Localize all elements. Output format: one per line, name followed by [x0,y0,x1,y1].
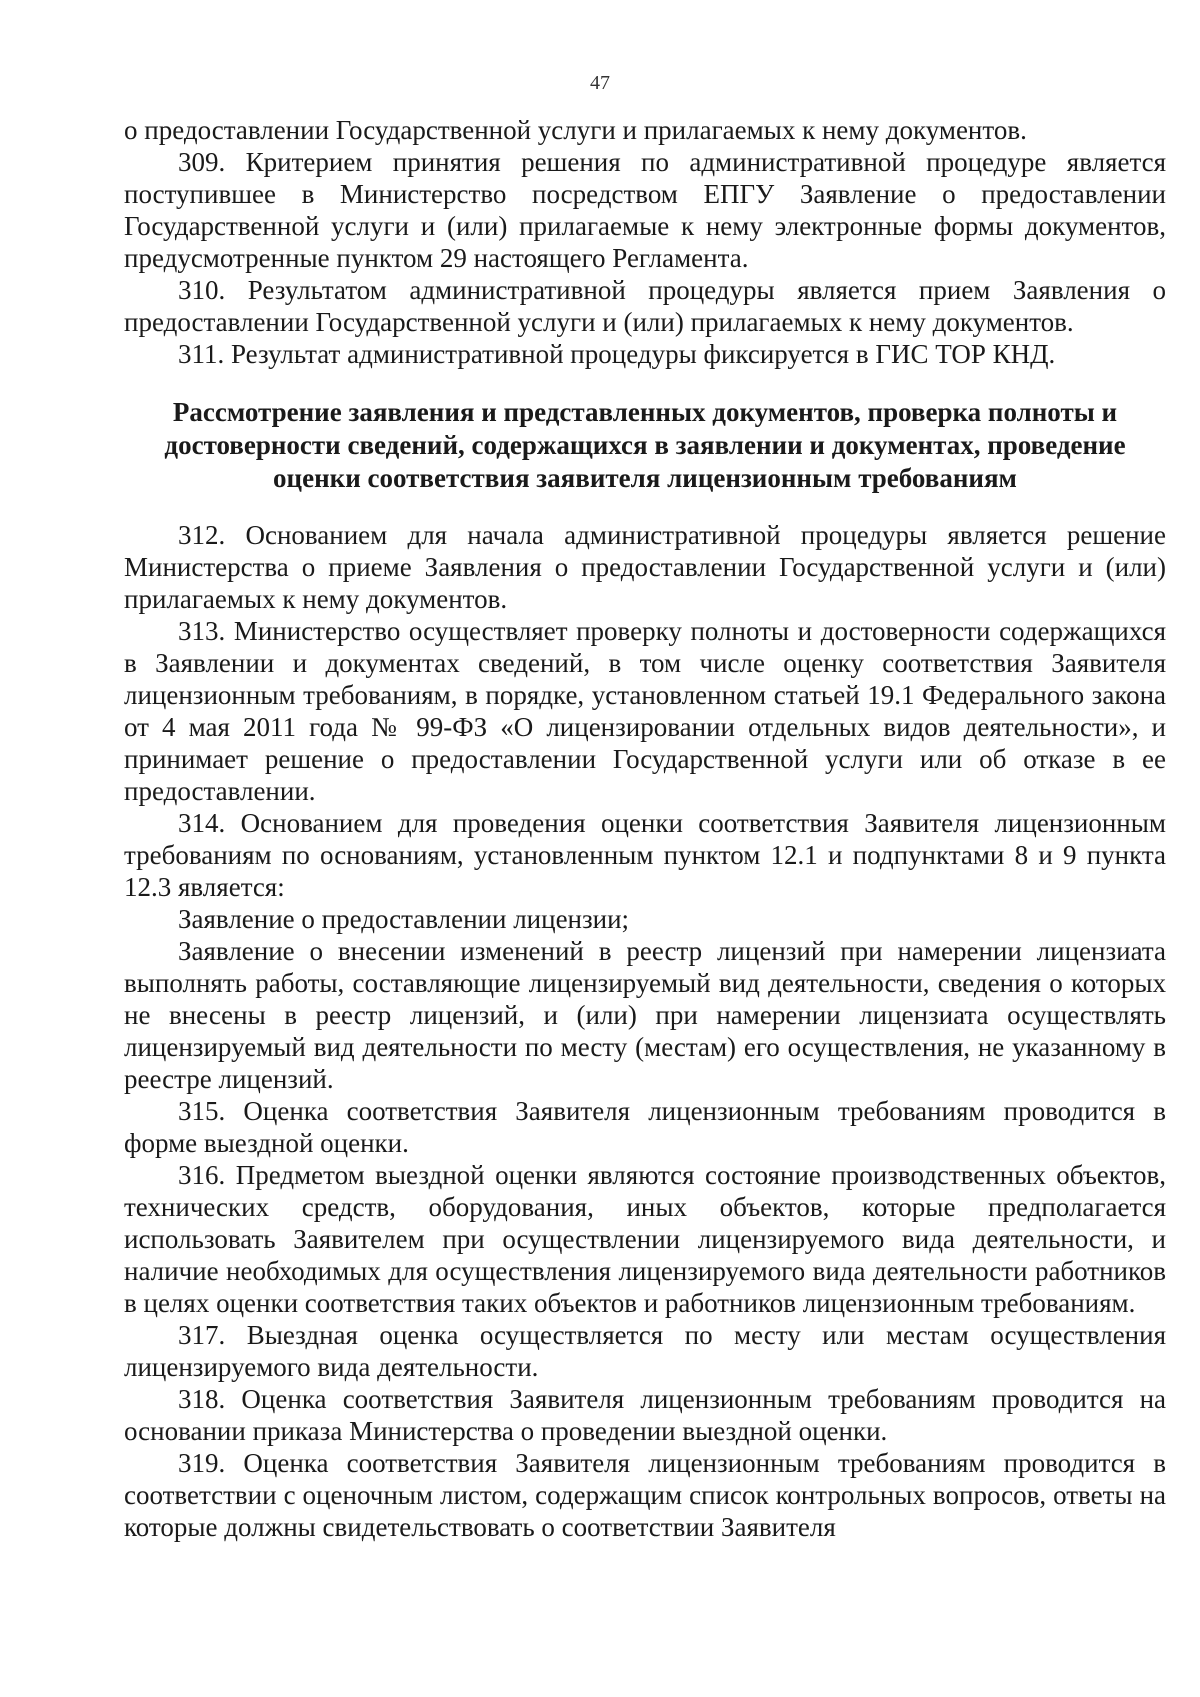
paragraph: 316. Предметом выездной оценки являются состояние производственных объектов, технических средств, оборудования, иных объектов, которые предполагается использовать Заявителем при осуществлении лицензируемого вида деятельности, и наличие необходимых для осуществления лицензируемого вида деятельности работников в целях оценки соответствия таких объектов и работников лицензионным требованиям. [124,1160,1166,1318]
paragraph: 311. Результат административной процедуры фиксируется в ГИС ТОР КНД. [178,339,1056,369]
paragraph: 314. Основанием для проведения оценки соответствия Заявителя лицензионным требованиям по основаниям, установленным пунктом 12.1 и подпунктами 8 и 9 пункта 12.3 является: [124,808,1166,902]
paragraph: Заявление о предоставлении лицензии; [178,904,630,934]
paragraph: 317. Выездная оценка осуществляется по месту или местам осуществления лицензируемого вида деятельности. [124,1320,1166,1382]
document-body [124,114,1166,1543]
paragraphs-before-heading [124,114,1166,370]
paragraphs-after-heading [124,519,1166,1543]
section-heading: Рассмотрение заявления и представленных документов, проверка полноты и достоверности сведений, содержащихся в заявлении и документах, проведение оценки соответствия заявителя лицензионным требованиям [164,397,1126,493]
paragraph: 309. Критерием принятия решения по административной процедуре является поступившее в Министерство посредством ЕПГУ Заявление о предоставлении Государственной услуги и (или) прилагаемые к нему электронные формы документов, предусмотренные пунктом 29 настоящего Регламента. [124,147,1166,273]
paragraph: 310. Результатом административной процедуры является прием Заявления о предоставлении Государственной услуги и (или) прилагаемых к нему документов. [124,275,1166,337]
paragraph: 313. Министерство осуществляет проверку полноты и достоверности содержащихся в Заявлении и документах сведений, в том числе оценку соответствия Заявителя лицензионным требованиям, в порядке, установленном статьей 19.1 Федерального закона от 4 мая 2011 года № 99-ФЗ «О лицензировании отдельных видов деятельности», и принимает решение о предоставлении Государственной услуги или об отказе в ее предоставлении. [124,616,1166,806]
paragraph: 315. Оценка соответствия Заявителя лицензионным требованиям проводится в форме выездной оценки. [124,1096,1166,1158]
paragraph: 319. Оценка соответствия Заявителя лицензионным требованиям проводится в соответствии с оценочным листом, содержащим список контрольных вопросов, ответы на которые должны свидетельствовать о соответствии Заявителя [124,1448,1166,1542]
paragraph: о предоставлении Государственной услуги и прилагаемых к нему документов. [124,115,1027,145]
page-number: 47 [590,72,610,94]
paragraph: 318. Оценка соответствия Заявителя лицензионным требованиям проводится на основании приказа Министерства о проведении выездной оценки. [124,1384,1166,1446]
paragraph: Заявление о внесении изменений в реестр лицензий при намерении лицензиата выполнять работы, составляющие лицензируемый вид деятельности, сведения о которых не внесены в реестр лицензий, и (или) при намерении лицензиата осуществлять лицензируемый вид деятельности по месту (местам) его осуществления, не указанному в реестре лицензий. [124,936,1166,1094]
paragraph: 312. Основанием для начала административной процедуры является решение Министерства о приеме Заявления о предоставлении Государственной услуги и (или) прилагаемых к нему документов. [124,520,1166,614]
